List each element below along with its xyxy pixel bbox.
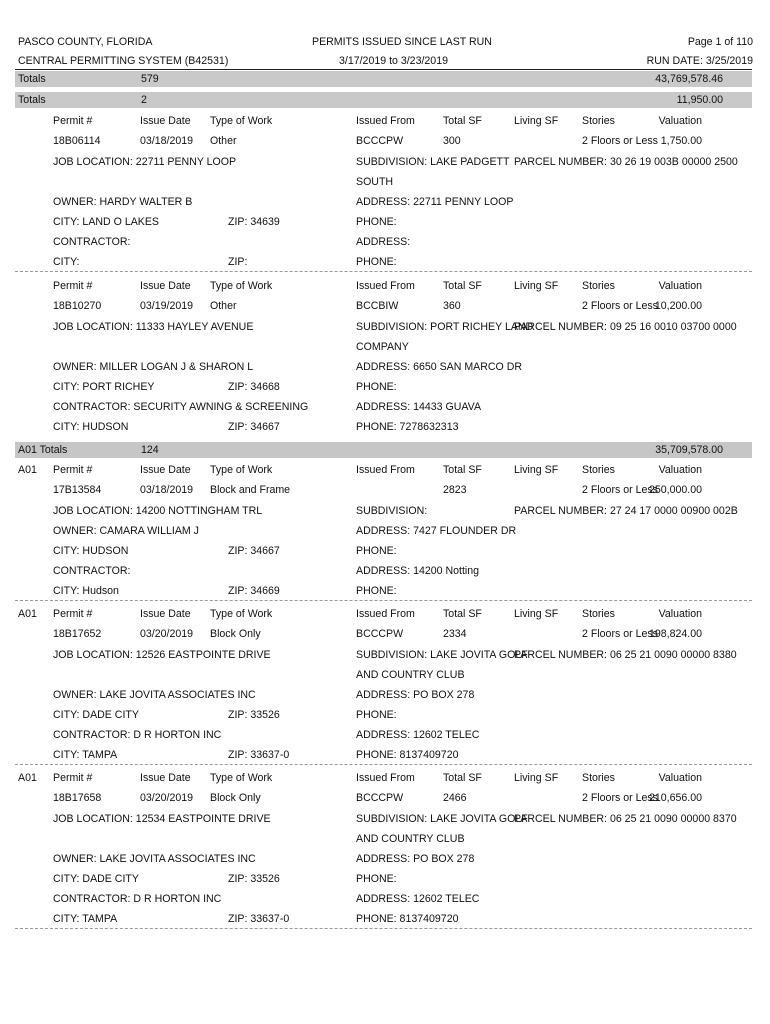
totals-count: 2 (141, 94, 147, 106)
contractor: CONTRACTOR: D R HORTON INC (53, 729, 222, 741)
stories-label: Stories (582, 608, 615, 620)
job-location: JOB LOCATION: 22711 PENNY LOOP (53, 156, 237, 168)
owner: OWNER: LAKE JOVITA ASSOCIATES INC (53, 853, 256, 865)
living-sf-label: Living SF (514, 772, 559, 784)
stories-label: Stories (582, 464, 615, 476)
group-totals-label: A01 Totals (18, 444, 68, 456)
valuation-label: Valuation (658, 772, 702, 784)
permit-number-label: Permit # (53, 115, 93, 127)
stories-label: Stories (582, 280, 615, 292)
permit-number: 18B17658 (53, 792, 102, 804)
contractor-zip: ZIP: 33637-0 (228, 913, 290, 925)
issue-date: 03/20/2019 (140, 792, 194, 804)
subdivision-cont: AND COUNTRY CLUB (356, 833, 465, 845)
parcel-number: PARCEL NUMBER: 06 25 21 0090 00000 8370 (514, 813, 737, 825)
stories: 2 Floors or Less (582, 300, 658, 312)
contractor-phone: PHONE: (356, 585, 397, 597)
contractor: CONTRACTOR: D R HORTON INC (53, 893, 222, 905)
parcel-number: PARCEL NUMBER: 30 26 19 003B 00000 2500 (514, 156, 738, 168)
issue-date-label: Issue Date (140, 608, 191, 620)
permit-record (0, 463, 770, 598)
contractor: CONTRACTOR: SECURITY AWNING & SCREENING (53, 401, 309, 413)
contractor-address: ADDRESS: 14200 Notting (356, 565, 480, 577)
group-totals-band (15, 442, 752, 458)
type-of-work: Block Only (210, 792, 261, 804)
totals-count: 579 (141, 73, 159, 85)
stories: 2 Floors or Less (582, 792, 658, 804)
issue-date: 03/18/2019 (140, 484, 194, 496)
type-of-work: Other (210, 135, 237, 147)
type-of-work-label: Type of Work (210, 608, 273, 620)
type-of-work: Block Only (210, 628, 261, 640)
permit-record (0, 279, 770, 434)
contractor: CONTRACTOR: (53, 236, 131, 248)
job-location: JOB LOCATION: 11333 HAYLEY AVENUE (53, 321, 254, 333)
total-sf: 2823 (443, 484, 467, 496)
record-divider (15, 928, 752, 929)
owner-address: ADDRESS: 6650 SAN MARCO DR (356, 361, 523, 373)
living-sf-label: Living SF (514, 280, 559, 292)
group-totals-count: 124 (141, 444, 159, 456)
subdivision: SUBDIVISION: LAKE PADGETT (356, 156, 510, 168)
valuation-label: Valuation (658, 464, 702, 476)
permit-record (0, 771, 770, 926)
issued-from: BCCCPW (356, 792, 404, 804)
total-sf-label: Total SF (443, 280, 482, 292)
owner-phone: PHONE: (356, 709, 397, 721)
permit-number-label: Permit # (53, 772, 93, 784)
permit-record (0, 607, 770, 762)
owner-zip: ZIP: 34667 (228, 545, 280, 557)
owner-phone: PHONE: (356, 216, 397, 228)
contractor-address: ADDRESS: 12602 TELEC (356, 729, 480, 741)
valuation: 198,824.00 (648, 628, 702, 640)
owner-city: CITY: DADE CITY (53, 873, 139, 885)
group-code: A01 (18, 608, 37, 620)
contractor-city: CITY: TAMPA (53, 913, 118, 925)
issued-from-label: Issued From (356, 115, 415, 127)
type-of-work: Other (210, 300, 237, 312)
job-location: JOB LOCATION: 12534 EASTPOINTE DRIVE (53, 813, 271, 825)
issue-date-label: Issue Date (140, 115, 191, 127)
subdivision-cont: SOUTH (356, 176, 394, 188)
group-code: A01 (18, 772, 37, 784)
stories: 2 Floors or Less (582, 135, 658, 147)
owner: OWNER: HARDY WALTER B (53, 196, 193, 208)
permit-number-label: Permit # (53, 608, 93, 620)
permit-number: 18B17652 (53, 628, 102, 640)
owner: OWNER: CAMARA WILLIAM J (53, 525, 199, 537)
parcel-number: PARCEL NUMBER: 06 25 21 0090 00000 8380 (514, 649, 737, 661)
contractor-zip: ZIP: 33637-0 (228, 749, 290, 761)
owner-zip: ZIP: 33526 (228, 709, 280, 721)
issued-from: BCCCPW (356, 628, 404, 640)
group-code: A01 (18, 464, 37, 476)
total-sf: 2466 (443, 792, 467, 804)
permit-number: 18B06114 (53, 135, 101, 147)
valuation: 210,656.00 (648, 792, 702, 804)
issue-date: 03/20/2019 (140, 628, 194, 640)
page-number: Page 1 of 110 (687, 36, 753, 48)
issue-date-label: Issue Date (140, 464, 191, 476)
stories-label: Stories (582, 115, 615, 127)
permit-number: 18B10270 (53, 300, 102, 312)
issued-from: BCCBIW (356, 300, 399, 312)
total-sf: 300 (443, 135, 461, 147)
contractor-address: ADDRESS: (356, 236, 411, 248)
issue-date: 03/19/2019 (140, 300, 194, 312)
contractor-city: CITY: TAMPA (53, 749, 118, 761)
contractor-address: ADDRESS: 12602 TELEC (356, 893, 480, 905)
total-sf-label: Total SF (443, 464, 482, 476)
totals-band (15, 71, 752, 87)
record-divider (15, 271, 752, 272)
owner-address: ADDRESS: PO BOX 278 (356, 853, 475, 865)
issue-date-label: Issue Date (140, 772, 191, 784)
contractor-phone: PHONE: 7278632313 (356, 421, 459, 433)
issue-date-label: Issue Date (140, 280, 191, 292)
owner-city: CITY: HUDSON (53, 545, 129, 557)
contractor-zip: ZIP: 34669 (228, 585, 280, 597)
owner-address: ADDRESS: 22711 PENNY LOOP (356, 196, 514, 208)
issued-from-label: Issued From (356, 280, 415, 292)
living-sf-label: Living SF (514, 115, 559, 127)
issue-date: 03/18/2019 (140, 135, 194, 147)
valuation-label: Valuation (658, 608, 702, 620)
subdivision-cont: COMPANY (356, 341, 409, 353)
owner: OWNER: MILLER LOGAN J & SHARON L (53, 361, 254, 373)
totals-label: Totals (18, 94, 46, 106)
contractor-phone: PHONE: 8137409720 (356, 749, 459, 761)
permit-number: 17B13584 (53, 484, 102, 496)
issued-from-label: Issued From (356, 608, 415, 620)
system-name: CENTRAL PERMITTING SYSTEM (B42531) (18, 55, 229, 67)
owner-city: CITY: PORT RICHEY (53, 381, 155, 393)
owner-zip: ZIP: 34639 (228, 216, 280, 228)
type-of-work-label: Type of Work (210, 464, 273, 476)
living-sf-label: Living SF (514, 464, 559, 476)
type-of-work-label: Type of Work (210, 280, 273, 292)
county-name: PASCO COUNTY, FLORIDA (18, 36, 153, 48)
parcel-number: PARCEL NUMBER: 27 24 17 0000 00900 002B (514, 505, 738, 517)
contractor-address: ADDRESS: 14433 GUAVA (356, 401, 482, 413)
type-of-work: Block and Frame (210, 484, 291, 496)
totals-valuation: 43,769,578.46 (655, 73, 723, 85)
total-sf: 360 (443, 300, 461, 312)
contractor-phone: PHONE: 8137409720 (356, 913, 459, 925)
issued-from-label: Issued From (356, 772, 415, 784)
owner-phone: PHONE: (356, 873, 397, 885)
owner-address: ADDRESS: 7427 FLOUNDER DR (356, 525, 517, 537)
total-sf-label: Total SF (443, 608, 482, 620)
record-divider (15, 764, 752, 765)
subdivision: SUBDIVISION: (356, 505, 428, 517)
valuation: 250,000.00 (648, 484, 702, 496)
permit-number-label: Permit # (53, 280, 93, 292)
total-sf-label: Total SF (443, 115, 482, 127)
stories: 2 Floors or Less (582, 628, 658, 640)
owner-zip: ZIP: 34668 (228, 381, 280, 393)
valuation-label: Valuation (658, 280, 702, 292)
valuation-label: Valuation (658, 115, 702, 127)
contractor-city: CITY: HUDSON (53, 421, 129, 433)
subdivision-cont: AND COUNTRY CLUB (356, 669, 465, 681)
owner-phone: PHONE: (356, 381, 397, 393)
record-divider (15, 600, 752, 601)
date-range: 3/17/2019 to 3/23/2019 (339, 55, 448, 67)
permit-record (0, 114, 770, 269)
contractor-zip: ZIP: 34667 (228, 421, 280, 433)
job-location: JOB LOCATION: 12526 EASTPOINTE DRIVE (53, 649, 271, 661)
subdivision: SUBDIVISION: LAKE JOVITA GOLF (356, 649, 528, 661)
owner: OWNER: LAKE JOVITA ASSOCIATES INC (53, 689, 256, 701)
subdivision: SUBDIVISION: PORT RICHEY LAND (356, 321, 534, 333)
valuation: 1,750.00 (660, 135, 702, 147)
permit-number-label: Permit # (53, 464, 93, 476)
issued-from: BCCCPW (356, 135, 404, 147)
stories-label: Stories (582, 772, 615, 784)
owner-phone: PHONE: (356, 545, 397, 557)
totals-band (15, 92, 752, 108)
header-rule (15, 69, 752, 70)
run-date: RUN DATE: 3/25/2019 (646, 55, 753, 67)
contractor-zip: ZIP: (228, 256, 248, 268)
stories: 2 Floors or Less (582, 484, 658, 496)
contractor-city: CITY: Hudson (53, 585, 119, 597)
living-sf-label: Living SF (514, 608, 559, 620)
owner-city: CITY: DADE CITY (53, 709, 139, 721)
total-sf: 2334 (443, 628, 467, 640)
type-of-work-label: Type of Work (210, 115, 273, 127)
issued-from-label: Issued From (356, 464, 415, 476)
owner-zip: ZIP: 33526 (228, 873, 280, 885)
owner-city: CITY: LAND O LAKES (53, 216, 159, 228)
totals-label: Totals (18, 73, 46, 85)
report-title: PERMITS ISSUED SINCE LAST RUN (312, 36, 492, 48)
valuation: 10,200.00 (654, 300, 702, 312)
owner-address: ADDRESS: PO BOX 278 (356, 689, 475, 701)
contractor-phone: PHONE: (356, 256, 397, 268)
totals-valuation: 11,950.00 (676, 94, 723, 106)
type-of-work-label: Type of Work (210, 772, 273, 784)
contractor: CONTRACTOR: (53, 565, 131, 577)
subdivision: SUBDIVISION: LAKE JOVITA GOLF (356, 813, 528, 825)
total-sf-label: Total SF (443, 772, 482, 784)
group-totals-valuation: 35,709,578.00 (655, 444, 723, 456)
parcel-number: PARCEL NUMBER: 09 25 16 0010 03700 0000 (514, 321, 737, 333)
contractor-city: CITY: (53, 256, 80, 268)
job-location: JOB LOCATION: 14200 NOTTINGHAM TRL (53, 505, 263, 517)
